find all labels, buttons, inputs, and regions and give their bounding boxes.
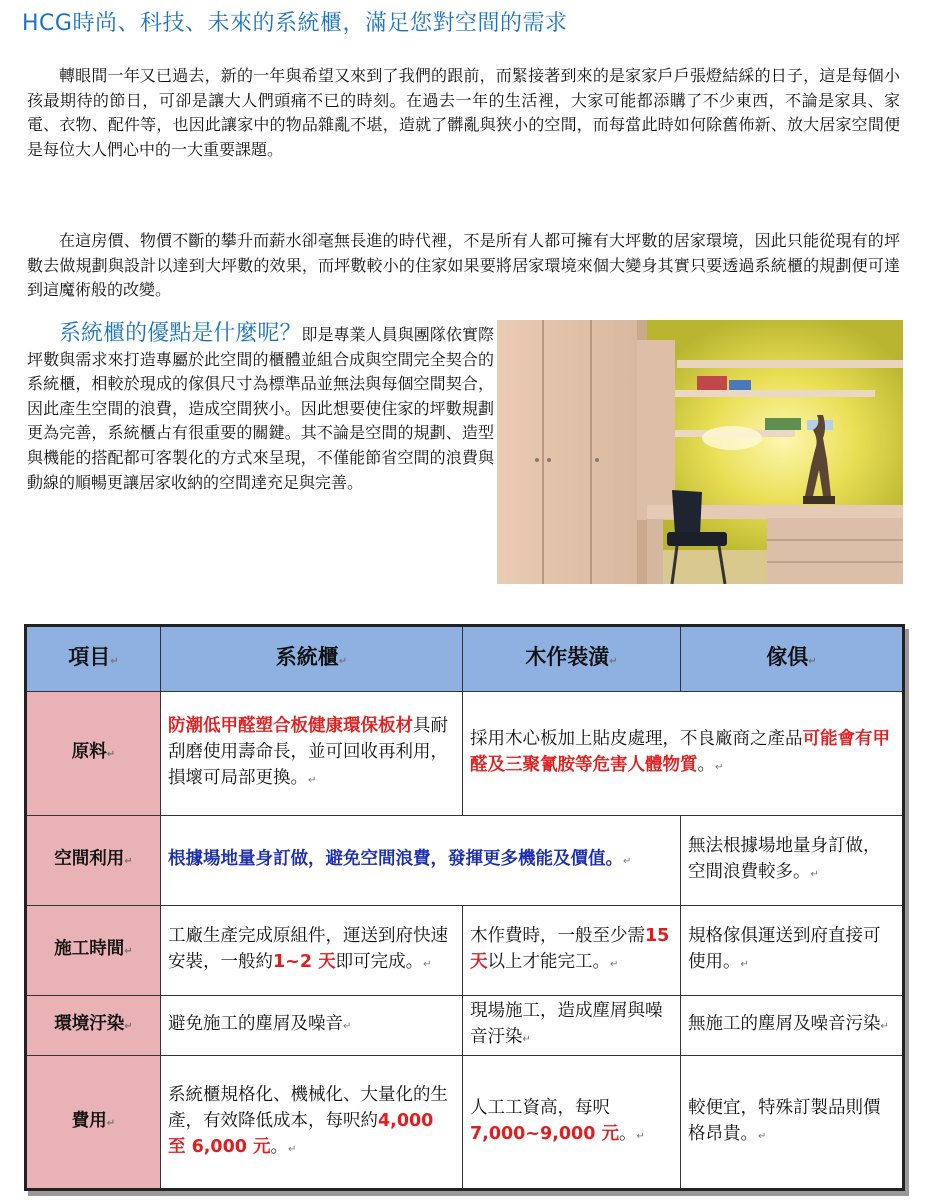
- study-room-illustration: [497, 320, 903, 584]
- page-title: HCG時尚、科技、未來的系統櫃，滿足您對空間的需求: [22, 11, 568, 36]
- cell-material-system: 防潮低甲醛塑合板健康環保板材具耐刮磨使用壽命長，並可回收再利用，損壞可局部更換。↵: [161, 692, 463, 816]
- header-item: 項目↵: [26, 626, 161, 692]
- housing-paragraph: 在這房價、物價不斷的攀升而薪水卻毫無長進的時代裡，不是所有人都可擁有大坪數的居家環境，因此只能從現有的坪數去做規劃與設計以達到大坪數的效果，而坪數較小的住家如果要將居家環境來個大變身其實只要透過系統櫃的規劃便可達到這魔術般的改變。: [27, 231, 900, 299]
- cell-env-system: 避免施工的塵屑及噪音↵: [161, 996, 463, 1056]
- row-label-environment: 環境汙染↵: [26, 996, 161, 1056]
- row-label-material: 原料↵: [26, 692, 161, 816]
- row-label-cost: 費用↵: [26, 1056, 161, 1190]
- table-row: [26, 692, 904, 816]
- cell-cost-woodwork: 人工工資高，每呎7,000~9,000 元。↵: [463, 1056, 681, 1190]
- advantages-paragraph: [27, 322, 494, 495]
- cell-material-woodwork: 採用木心板加上貼皮處理，不良廠商之產品可能會有甲醛及三聚氰胺等危害人體物質。↵: [463, 692, 904, 816]
- study-room-photo: [497, 320, 903, 584]
- cell-env-furniture: 無施工的塵屑及噪音污染↵: [681, 996, 904, 1056]
- cell-time-furniture: 規格傢俱運送到府直接可使用。↵: [681, 906, 904, 996]
- cell-cost-furniture: 較便宜，特殊訂製品則價格昂貴。↵: [681, 1056, 904, 1190]
- intro-paragraph: 轉眼間一年又已過去，新的一年與希望又來到了我們的跟前，而緊接著到來的是家家戶戶張燈結綵的日子，這是每個小孩最期待的節日，可卻是讓大人們頭痛不已的時刻。在過去一年的生活裡，大家可能都添購了不少東西，不論是家具、家電、衣物、配件等，也因此讓家中的物品雜亂不堪，造就了髒亂與狹小的空間，而每當此時如何除舊佈新、放大居家空間便是每位大人們心中的一大重要課題。: [27, 66, 900, 159]
- table-row: [26, 996, 904, 1056]
- cell-space-furniture: 無法根據場地量身訂做，空間浪費較多。↵: [681, 816, 904, 906]
- cell-space-system-woodwork: 根據場地量身訂做，避免空間浪費，發揮更多機能及價值。↵: [161, 816, 681, 906]
- header-system-cabinet: 系統櫃↵: [161, 626, 463, 692]
- row-label-time: 施工時間↵: [26, 906, 161, 996]
- header-woodwork: 木作裝潢↵: [463, 626, 681, 692]
- cell-time-system: 工廠生產完成原組件，運送到府快速安裝，一般約1~2 天即可完成。↵: [161, 906, 463, 996]
- comparison-table: [24, 624, 905, 1191]
- cell-time-woodwork: 木作費時，一般至少需15 天以上才能完工。↵: [463, 906, 681, 996]
- advantages-heading: 系統櫃的優點是什麼呢？: [59, 321, 302, 346]
- row-label-space: 空間利用↵: [26, 816, 161, 906]
- table-row: [26, 1056, 904, 1190]
- cell-env-woodwork: 現場施工，造成塵屑與噪音汙染↵: [463, 996, 681, 1056]
- header-furniture: 傢俱↵: [681, 626, 904, 692]
- table-row: [26, 816, 904, 906]
- table-header-row: [26, 626, 904, 692]
- advantages-body: 即是專業人員與團隊依實際坪數與需求來打造專屬於此空間的櫃體並組合成與空間完全契合的系統櫃，相較於現成的傢俱尺寸為標準品並無法與每個空間契合，因此產生空間的浪費，造成空間狹小。因此想要使住家的坪數規劃更為完善，系統櫃占有很重要的關鍵。其不論是空間的規劃、造型與機能的搭配都可客製化的方式來呈現，不僅能節省空間的浪費與動線的順暢更讓居家收納的空間達充足與完善。: [27, 325, 494, 492]
- table-row: [26, 906, 904, 996]
- cell-cost-system: 系統櫃規格化、機械化、大量化的生產，有效降低成本，每呎約4,000 至 6,000 元。↵: [161, 1056, 463, 1190]
